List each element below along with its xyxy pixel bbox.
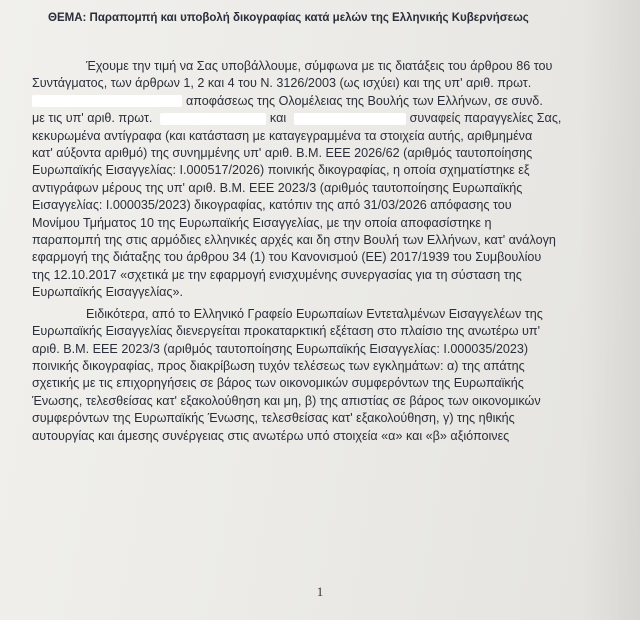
- paragraph-1: [32, 58, 616, 302]
- text-line: Ευρωπαϊκής Εισαγγελίας διενεργείται προκαταρκτική εξέταση στο πλαίσιο της ανωτέρω υπ': [32, 324, 541, 339]
- redaction-block: [32, 95, 182, 107]
- text-fragment: και: [269, 111, 287, 126]
- document-subject: ΘΕΜΑ: Παραπομπή και υποβολή δικογραφίας κατά μελών της Ελληνικής Κυβερνήσεως: [48, 12, 529, 24]
- text-fragment: με τις υπ' αριθ. πρωτ.: [32, 111, 153, 126]
- redaction-block: [160, 113, 266, 125]
- text-line: συμφερόντων της Ευρωπαϊκής Ένωσης, τελεσθείσας κατ' εξακολούθηση, γ) της ηθικής: [32, 411, 515, 426]
- text-line: [32, 93, 616, 110]
- text-line: Συντάγματος, των άρθρων 1, 2 και 4 του Ν. 3126/2003 (ως ισχύει) και της υπ' αριθ. πρωτ.: [32, 76, 532, 91]
- text-line: εφαρμογή της διάταξης του άρθρου 34 (1) του Κανονισμού (ΕΕ) 2017/1939 του Συμβουλίου: [32, 250, 542, 265]
- text-line: Εισαγγελίας: Ι.000035/2023) δικογραφίας, κατόπιν της από 31/03/2026 απόφασης του: [32, 198, 512, 213]
- text-line: [32, 110, 616, 127]
- text-line: Μονίμου Τμήματος 10 της Ευρωπαϊκής Εισαγγελίας, με την οποία αποφασίστηκε η: [32, 215, 492, 230]
- text-fragment: συναφείς παραγγελίες Σας,: [409, 111, 562, 126]
- text-line: αυτουργίας και άμεσης συνέργειας στις ανωτέρω υπό στοιχεία «α» και «β» αξιόποινες: [32, 428, 510, 443]
- text-fragment: αποφάσεως της Ολομέλειας της Βουλής των Ελλήνων, σε συνδ.: [186, 93, 543, 108]
- text-line: ποινικής δικογραφίας, προς διακρίβωση τυχόν τελέσεως των εγκλημάτων: α) της απάτης: [32, 358, 525, 373]
- paragraph-2: [32, 306, 616, 445]
- text-line: αντιγράφων μέρους της υπ' αριθ. Β.Μ. ΕΕΕ 2023/3 (αριθμός ταυτοποίησης Ευρωπαϊκής: [32, 180, 523, 195]
- text-line: Έχουμε την τιμή να Σας υποβάλλουμε, σύμφωνα με τις διατάξεις του άρθρου 86 του: [86, 59, 553, 73]
- text-line: σχετικής με τις επιχορηγήσεις σε βάρος των οικονομικών συμφερόντων της Ευρωπαϊκής: [32, 376, 524, 391]
- text-line: Ένωσης, τελεσθείσας κατ' εξακολούθηση και μη, β) της απιστίας σε βάρος των οικονομικών: [32, 393, 541, 408]
- text-line: κατ' αύξοντα αριθμό) της συνημμένης υπ' αριθ. Β.Μ. ΕΕΕ 2026/62 (αριθμός ταυτοποίησης: [32, 146, 533, 161]
- text-line: Ευρωπαϊκής Εισαγγελίας: Ι.000517/2026) ποινικής δικογραφίας, η οποία σχηματίστηκε εξ: [32, 163, 530, 178]
- text-line: κεκυρωμένα αντίγραφα (και κατάσταση με καταγεγραμμένα τα στοιχεία αυτής, αριθμημένα: [32, 128, 533, 143]
- redaction-block: [294, 113, 406, 125]
- page-number: 1: [316, 584, 324, 599]
- text-line: της 12.10.2017 «σχετικά με την εφαρμογή ενισχυμένης συνεργασίας για τη σύσταση της: [32, 267, 522, 282]
- text-line: Ευρωπαϊκής Εισαγγελίας».: [32, 285, 183, 300]
- document-body: [32, 58, 616, 445]
- text-line: Ειδικότερα, από το Ελληνικό Γραφείο Ευρωπαίων Εντεταλμένων Εισαγγελέων της: [86, 306, 543, 321]
- text-line: αριθ. Β.Μ. ΕΕΕ 2023/3 (αριθμός ταυτοποίησης Ευρωπαϊκής Εισαγγελίας: Ι.000035/2023): [32, 341, 529, 356]
- text-line: παραπομπή της στις αρμόδιες ελληνικές αρχές και δη στην Βουλή των Ελλήνων, κατ' ανάλογη: [32, 233, 556, 248]
